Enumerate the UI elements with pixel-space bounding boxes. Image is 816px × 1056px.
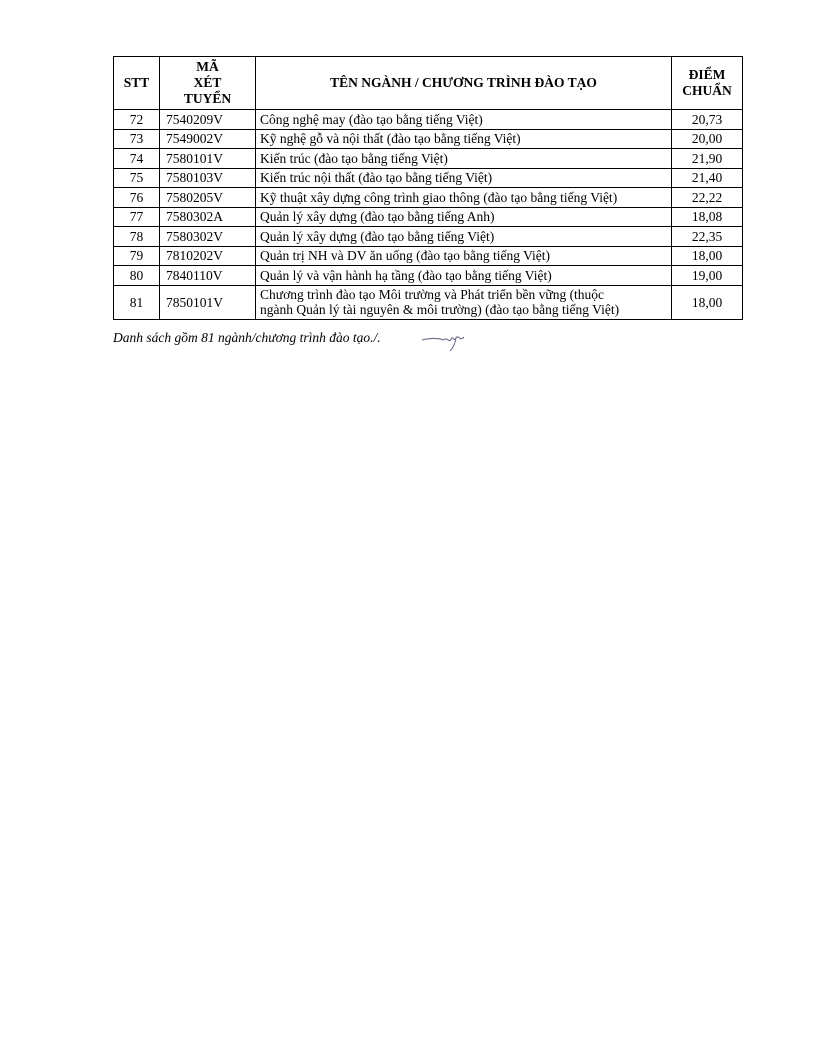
header-score [672,57,743,110]
cell-code: 7580205V [160,188,256,208]
admission-score-table [113,56,743,320]
cell-code: 7850101V [160,285,256,319]
header-program-name: TÊN NGÀNH / CHƯƠNG TRÌNH ĐÀO TẠO [256,57,672,110]
header-score-line-2: CHUẨN [682,83,732,98]
list-footnote: Danh sách gồm 81 ngành/chương trình đào tạo./. [113,330,381,345]
cell-score: 18,08 [672,207,743,227]
cell-code: 7580302V [160,227,256,247]
cell-code: 7549002V [160,129,256,149]
table-row [114,129,743,149]
cell-stt: 81 [114,285,160,319]
table-header-row [114,57,743,110]
table-row [114,207,743,227]
cell-program-name [256,285,672,319]
header-code-line-3: TUYỂN [183,91,232,106]
header-score-line-1: ĐIỂM [688,67,726,82]
header-code [160,57,256,110]
cell-code: 7580101V [160,149,256,169]
cell-stt: 78 [114,227,160,247]
cell-code: 7840110V [160,266,256,286]
cell-program-name: Quản lý xây dựng (đào tạo bằng tiếng Anh) [256,207,672,227]
table-row [114,168,743,188]
cell-score: 22,22 [672,188,743,208]
cell-code: 7810202V [160,246,256,266]
cell-score: 18,00 [672,246,743,266]
table-row [114,246,743,266]
table-row [114,149,743,169]
cell-score: 20,00 [672,129,743,149]
cell-program-name: Quản lý và vận hành hạ tầng (đào tạo bằng tiếng Việt) [256,266,672,286]
cell-program-name-line-2: ngành Quản lý tài nguyên & môi trường) (đào tạo bằng tiếng Việt) [260,302,620,317]
table-row [114,188,743,208]
cell-stt: 74 [114,149,160,169]
cell-score: 21,40 [672,168,743,188]
cell-score: 22,35 [672,227,743,247]
table-row [114,227,743,247]
cell-code: 7540209V [160,110,256,130]
cell-stt: 72 [114,110,160,130]
cell-program-name: Kỹ thuật xây dựng công trình giao thông (đào tạo bằng tiếng Việt) [256,188,672,208]
header-code-line-1: MÃ [196,59,219,74]
cell-program-name: Kỹ nghệ gỗ và nội thất (đào tạo bằng tiếng Việt) [256,129,672,149]
cell-stt: 80 [114,266,160,286]
cell-program-name-line-1: Chương trình đào tạo Môi trường và Phát triển bền vững (thuộc [260,287,605,302]
table-row [114,266,743,286]
cell-score: 19,00 [672,266,743,286]
handwritten-initials-icon [420,326,470,356]
cell-score: 18,00 [672,285,743,319]
header-stt: STT [114,57,160,110]
cell-program-name: Kiến trúc (đào tạo bằng tiếng Việt) [256,149,672,169]
cell-score: 21,90 [672,149,743,169]
cell-program-name: Quản lý xây dựng (đào tạo bằng tiếng Việt) [256,227,672,247]
cell-stt: 79 [114,246,160,266]
table-row [114,110,743,130]
cell-program-name: Kiến trúc nội thất (đào tạo bằng tiếng Việt) [256,168,672,188]
cell-stt: 77 [114,207,160,227]
cell-stt: 73 [114,129,160,149]
cell-code: 7580103V [160,168,256,188]
cell-code: 7580302A [160,207,256,227]
cell-stt: 75 [114,168,160,188]
cell-stt: 76 [114,188,160,208]
table-row [114,285,743,319]
cell-program-name: Công nghệ may (đào tạo bằng tiếng Việt) [256,110,672,130]
cell-score: 20,73 [672,110,743,130]
cell-program-name: Quản trị NH và DV ăn uống (đào tạo bằng tiếng Việt) [256,246,672,266]
header-code-line-2: XÉT [193,75,222,90]
